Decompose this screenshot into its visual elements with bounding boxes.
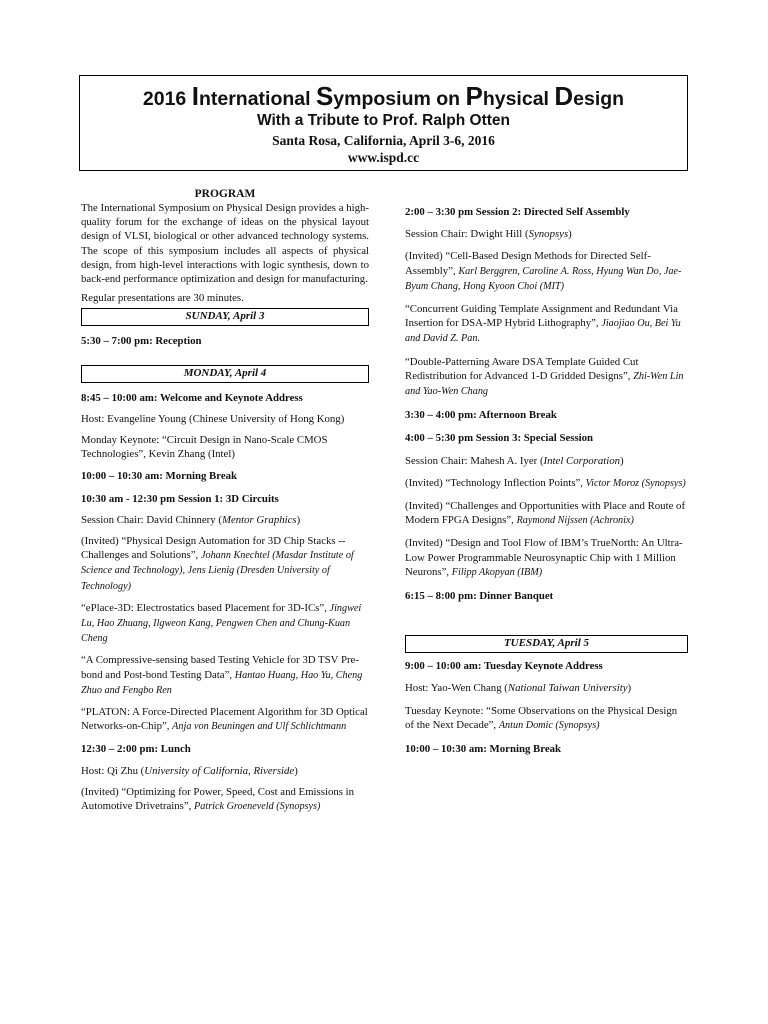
paper-title: “A Compressive-sensing based Testing Vehicle for 3D TSV Pre-bond and Post-bond Testing Data”, xyxy=(81,654,359,681)
paper-entry xyxy=(81,705,369,734)
chair-label: Session Chair: Mahesh A. Iyer ( xyxy=(405,454,544,467)
keynote-speaker: Antun Domic (Synopsys) xyxy=(498,719,600,731)
paper-entry xyxy=(81,653,369,698)
title-part: 2016 xyxy=(142,88,192,110)
paper-authors: Anja von Beuningen and Ulf Schlichtmann xyxy=(172,721,347,733)
paper-entry xyxy=(405,536,688,580)
host-label: Host: Qi Zhu ( xyxy=(81,764,145,777)
paper-entry xyxy=(81,534,369,594)
keynote-title: Tuesday Keynote: “Some Observations on the Physical Design of the Next Decade”, xyxy=(405,704,678,731)
chair-end: ) xyxy=(568,228,572,241)
schedule-item-afternoon-break: 3:30 – 4:00 pm: Afternoon Break xyxy=(405,409,557,422)
schedule-item-dinner: 6:15 – 8:00 pm: Dinner Banquet xyxy=(405,590,554,603)
host-label: Host: Yao-Wen Chang ( xyxy=(405,682,508,695)
title-part: I xyxy=(191,81,199,111)
paper-entry xyxy=(81,785,369,814)
paper-authors: Patrick Groeneveld (Synopsys) xyxy=(194,801,321,813)
day-bar-sunday: SUNDAY, April 3 xyxy=(81,308,369,326)
location-dates: Santa Rosa, California, April 3-6, 2016 xyxy=(272,133,495,148)
tuesday-keynote xyxy=(405,704,688,733)
symposium-title xyxy=(80,81,687,111)
regular-presentation-note: Regular presentations are 30 minutes. xyxy=(81,292,244,305)
paper-authors: Filipp Akopyan (IBM) xyxy=(451,566,543,578)
host-org: National Taiwan University xyxy=(507,682,628,695)
paper-title: (Invited) “Cell-Based Design Methods for Directed Self-Assembly”, xyxy=(405,250,651,277)
schedule-item-tuesday-keynote: 9:00 – 10:00 am: Tuesday Keynote Address xyxy=(405,660,603,673)
paper-title: (Invited) “Physical Design Automation for 3D Chip Stacks -- Challenges and Solutions”, xyxy=(81,535,346,562)
paper-title: “Concurrent Guiding Template Assignment and Redundant Via Insertion for DSA-MP Hybrid Lithography”, xyxy=(405,303,678,330)
chair-label: Session Chair: David Chinnery ( xyxy=(81,513,222,526)
day-bar-tuesday: TUESDAY, April 5 xyxy=(405,635,688,653)
paper-title: “ePlace-3D: Electrostatics based Placement for 3D-ICs”, xyxy=(81,601,330,614)
paper-authors: Raymond Nijssen (Achronix) xyxy=(516,515,634,527)
chair-label: Session Chair: Dwight Hill ( xyxy=(405,228,529,241)
paper-entry xyxy=(405,249,688,294)
paper-title: “PLATON: A Force-Directed Placement Algorithm for 3D Optical Networks-on-Chip”, xyxy=(81,706,368,733)
schedule-item-tuesday-break: 10:00 – 10:30 am: Morning Break xyxy=(405,743,562,756)
paper-authors: Zhi-Wen Lin and Yao-Wen Chang xyxy=(405,370,684,398)
chair-org: Intel Corporation xyxy=(543,454,621,467)
website-url[interactable]: www.ispd.cc xyxy=(347,150,420,165)
paper-entry xyxy=(405,355,688,400)
paper-entry xyxy=(405,476,688,491)
paper-title: “Double-Patterning Aware DSA Template Guided Cut Redistribution for Advanced 1-D Gridded Designs”, xyxy=(405,355,639,382)
session-2-heading: 2:00 – 3:30 pm Session 2: Directed Self Assembly xyxy=(405,206,630,218)
title-part: nternational xyxy=(198,88,316,110)
title-part: hysical xyxy=(482,88,555,110)
chair-org: Synopsys xyxy=(528,228,569,241)
session-3-heading: 4:00 – 5:30 pm Session 3: Special Session xyxy=(405,432,594,445)
chair-org: Mentor Graphics xyxy=(221,513,297,526)
title-part: D xyxy=(554,81,574,111)
chair-end: ) xyxy=(296,513,301,526)
keynote-host: Host: Evangeline Young (Chinese University of Hong Kong) xyxy=(81,412,345,425)
title-part: P xyxy=(465,81,483,111)
right-column xyxy=(405,205,688,756)
program-heading: PROGRAM xyxy=(194,188,256,200)
session-1-heading: 10:30 am - 12:30 pm Session 1: 3D Circuits xyxy=(81,492,279,505)
paper-title: (Invited) “Design and Tool Flow of IBM’s TrueNorth: An Ultra-Low Power Programmable Neurosynaptic Chip with 1 Million Neurons”, xyxy=(405,537,683,578)
host-org: University of California, Riverside xyxy=(144,764,295,777)
header-box xyxy=(79,75,688,171)
tuesday-keynote-host xyxy=(405,681,688,695)
paper-title: (Invited) “Technology Inflection Points”, xyxy=(405,476,586,489)
paper-authors: Karl Berggren, Caroline A. Ross, Hyung Wan Do, Jae-Byum Chang, Hong Kyoon Choi (MIT) xyxy=(405,265,682,292)
schedule-item-reception: 5:30 – 7:00 pm: Reception xyxy=(81,335,202,348)
paper-title: (Invited) “Optimizing for Power, Speed, Cost and Emissions in Automotive Drivetrains”, xyxy=(81,785,355,813)
tribute-subtitle: With a Tribute to Prof. Ralph Otten xyxy=(256,112,511,129)
lunch-host xyxy=(81,764,369,778)
paper-entry xyxy=(81,601,369,647)
paper-authors: Johann Knechtel (Masdar Institute of Science and Technology), Jens Lienig (Dresden University of Technology) xyxy=(81,550,354,592)
paper-entry xyxy=(405,499,688,528)
session-1-chair xyxy=(81,513,369,527)
paper-authors: Jingwei Lu, Hao Zhuang, Ilgweon Kang, Pengwen Chen and Chung-Kuan Cheng xyxy=(81,602,362,645)
day-bar-monday: MONDAY, April 4 xyxy=(81,365,369,383)
session-2-chair xyxy=(405,227,688,241)
title-part: esign xyxy=(573,88,625,110)
schedule-item-lunch: 12:30 – 2:00 pm: Lunch xyxy=(81,743,191,756)
schedule-item-welcome: 8:45 – 10:00 am: Welcome and Keynote Address xyxy=(81,391,303,404)
left-column xyxy=(81,188,369,814)
paper-authors: Jiaojiao Ou, Bei Yu and David Z. Pan. xyxy=(405,318,681,345)
chair-end: ) xyxy=(620,454,624,467)
title-part: ymposium on xyxy=(333,88,466,110)
host-end: ) xyxy=(627,682,632,695)
paper-title: (Invited) “Challenges and Opportunities with Place and Route of Modern FPGA Designs”, xyxy=(405,500,686,527)
schedule-item-morning-break: 10:00 – 10:30 am: Morning Break xyxy=(81,470,238,483)
host-end: ) xyxy=(294,764,298,777)
monday-keynote: Monday Keynote: “Circuit Design in Nano-Scale CMOS Technologies”, Kevin Zhang (Intel) xyxy=(81,434,328,461)
paper-entry xyxy=(405,302,688,347)
session-3-chair xyxy=(405,454,688,468)
paper-authors: Hantao Huang, Hao Yu, Cheng Zhuo and Fengbo Ren xyxy=(81,669,363,696)
paper-authors: Victor Moroz (Synopsys) xyxy=(585,477,686,489)
program-intro: The International Symposium on Physical Design provides a high-quality forum for the exchange of ideas on the physical layout design of VLSI, biological or other advanced technology systems. The scope of this symposium includes all aspects of physical design, from high-level interactions with logic synthesis, down to back-end performance optimization and design for manufacturing. xyxy=(81,202,369,286)
title-part: S xyxy=(315,81,334,111)
